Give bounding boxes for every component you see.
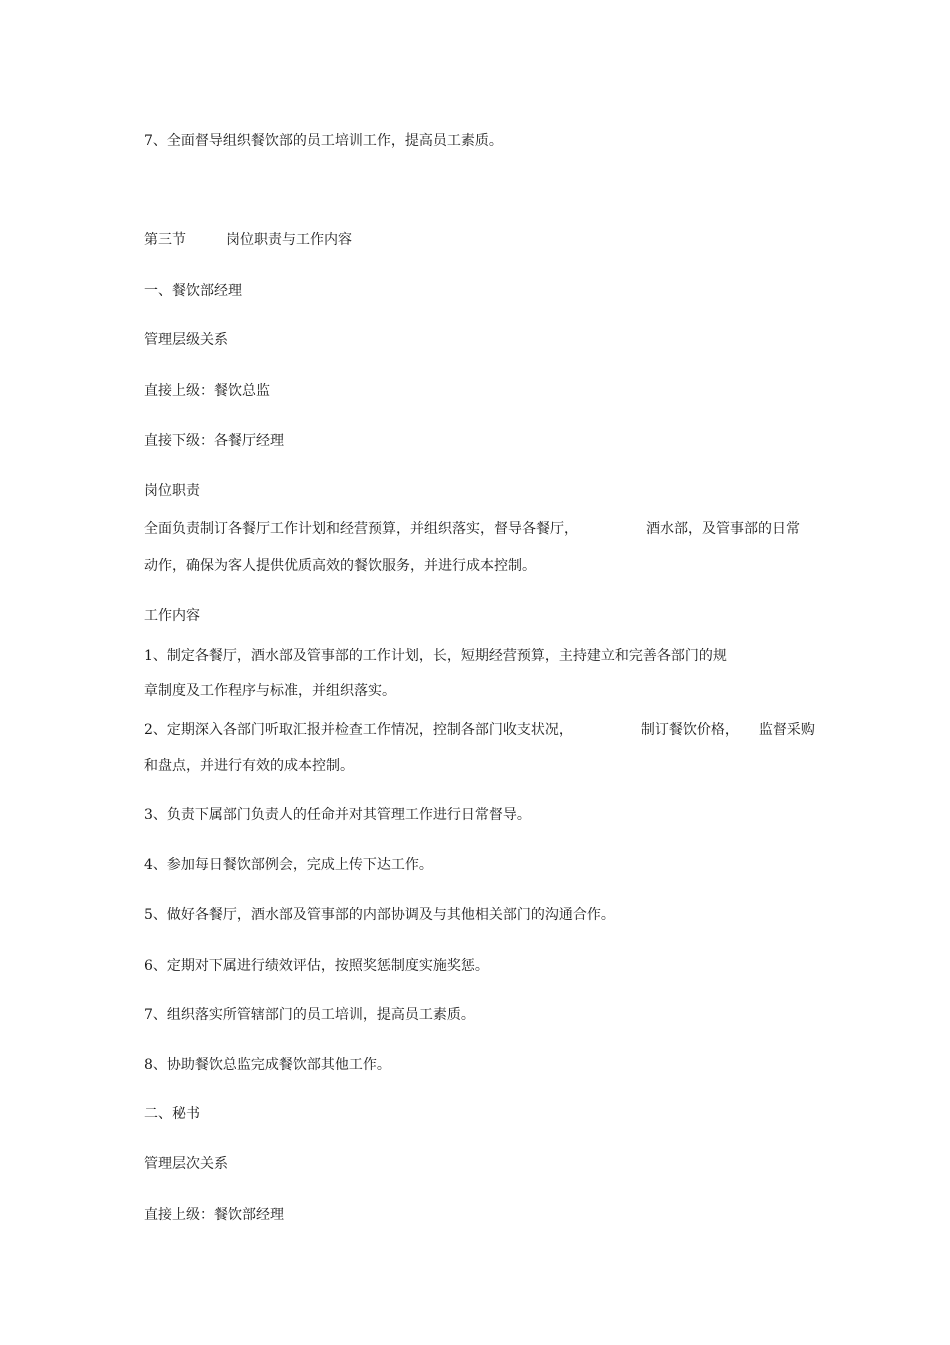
- text-segment: 监督采购: [758, 722, 815, 738]
- text-segment: 全面负责制订各餐厅工作计划和经营预算，并组织落实，督导各餐厅，: [144, 521, 578, 537]
- paragraph-text: 7、全面督导组织餐饮部的员工培训工作，提高员工素质。: [144, 133, 503, 149]
- paragraph-text: 6、定期对下属进行绩效评估，按照奖惩制度实施奖惩。: [144, 958, 489, 974]
- paragraph-text: 直接下级：各餐厅经理: [144, 433, 284, 449]
- paragraph-text: [144, 720, 815, 740]
- paragraph-text: 管理层级关系: [144, 332, 228, 348]
- paragraph-text: 和盘点，并进行有效的成本控制。: [144, 758, 354, 774]
- heading-restaurant-manager: 一、餐饮部经理: [144, 283, 242, 299]
- paragraph-text: 章制度及工作程序与标准，并组织落实。: [144, 683, 396, 699]
- paragraph-text: 5、做好各餐厅，酒水部及管事部的内部协调及与其他相关部门的沟通合作。: [144, 907, 615, 923]
- paragraph-text: 岗位职责: [144, 483, 200, 499]
- text-segment: 2、定期深入各部门听取汇报并检查工作情况，控制各部门收支状况，: [144, 722, 573, 738]
- section-heading: [144, 230, 352, 250]
- paragraph-text: 工作内容: [144, 608, 200, 624]
- text-segment: 制订餐饮价格，: [640, 722, 739, 738]
- paragraph-text: 4、参加每日餐饮部例会，完成上传下达工作。: [144, 857, 433, 873]
- text-segment: 酒水部，及管事部的日常: [646, 521, 800, 537]
- paragraph-text: [144, 519, 800, 539]
- section-title: 岗位职责与工作内容: [226, 232, 352, 248]
- paragraph-text: 动作，确保为客人提供优质高效的餐饮服务，并进行成本控制。: [144, 558, 536, 574]
- paragraph-text: 直接上级：餐饮总监: [144, 383, 270, 399]
- paragraph-text: 1、制定各餐厅，酒水部及管事部的工作计划，长，短期经营预算，主持建立和完善各部门的规: [144, 648, 727, 664]
- paragraph-text: 8、协助餐饮总监完成餐饮部其他工作。: [144, 1057, 391, 1073]
- paragraph-text: 管理层次关系: [144, 1156, 228, 1172]
- paragraph-text: 3、负责下属部门负责人的任命并对其管理工作进行日常督导。: [144, 807, 531, 823]
- section-number: 第三节: [144, 232, 186, 248]
- paragraph-text: 7、组织落实所管辖部门的员工培训，提高员工素质。: [144, 1007, 475, 1023]
- paragraph-text: 直接上级：餐饮部经理: [144, 1207, 284, 1223]
- heading-secretary: 二、秘书: [144, 1106, 200, 1122]
